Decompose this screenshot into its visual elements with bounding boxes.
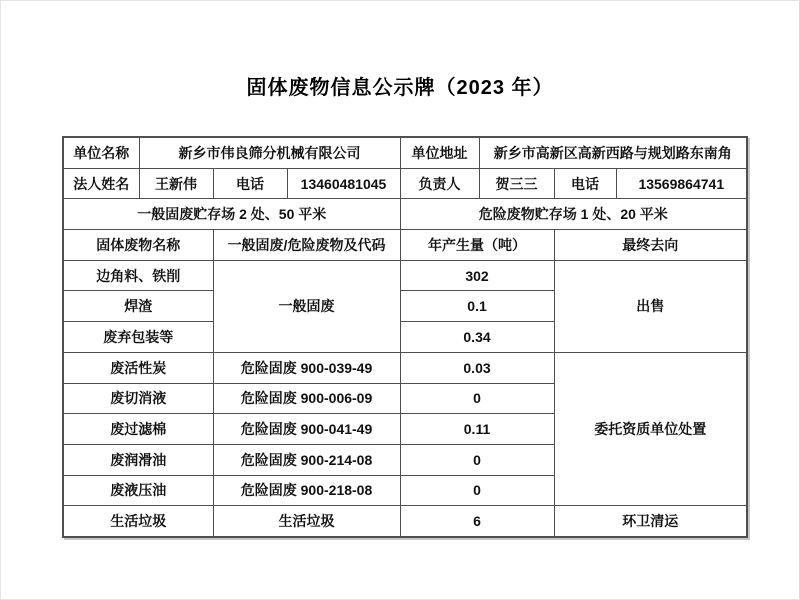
waste-row xyxy=(63,506,747,537)
waste-name-cell: 废过滤棉 xyxy=(63,414,213,445)
unit-address-label: 单位地址 xyxy=(400,137,479,168)
waste-category-cell: 一般固废 xyxy=(213,260,400,352)
waste-category-cell: 危险固废 900-041-49 xyxy=(213,414,400,445)
waste-amount-cell: 0 xyxy=(400,475,554,506)
legal-person-value: 王新伟 xyxy=(139,168,213,199)
waste-name-cell: 边角料、铁削 xyxy=(63,260,213,291)
unit-info-row xyxy=(63,137,747,168)
waste-amount-cell: 0.03 xyxy=(400,352,554,383)
header-category-code: 一般固废/危险废物及代码 xyxy=(213,230,400,261)
waste-category-cell: 危险固废 900-214-08 xyxy=(213,444,400,475)
unit-address-value: 新乡市高新区高新西路与规划路东南角 xyxy=(479,137,747,168)
legal-person-label: 法人姓名 xyxy=(63,168,139,199)
waste-category-cell: 危险固废 900-006-09 xyxy=(213,383,400,414)
waste-amount-cell: 302 xyxy=(400,260,554,291)
unit-name-value: 新乡市伟良筛分机械有限公司 xyxy=(139,137,400,168)
unit-name-label: 单位名称 xyxy=(63,137,139,168)
waste-destination-cell: 委托资质单位处置 xyxy=(554,352,747,505)
notice-board xyxy=(62,136,748,538)
general-storage-summary: 一般固废贮存场 2 处、50 平米 xyxy=(63,199,400,230)
waste-amount-cell: 0.1 xyxy=(400,291,554,322)
waste-destination-cell: 出售 xyxy=(554,260,747,352)
waste-name-cell: 废润滑油 xyxy=(63,444,213,475)
manager-label: 负责人 xyxy=(400,168,479,199)
storage-summary-row xyxy=(63,199,747,230)
waste-row xyxy=(63,352,747,383)
waste-name-cell: 废切消液 xyxy=(63,383,213,414)
waste-category-cell: 危险固废 900-218-08 xyxy=(213,475,400,506)
waste-category-cell: 生活垃圾 xyxy=(213,506,400,537)
manager-phone-value: 13569864741 xyxy=(616,168,747,199)
legal-phone-label: 电话 xyxy=(213,168,287,199)
waste-name-cell: 生活垃圾 xyxy=(63,506,213,537)
waste-destination-cell: 环卫清运 xyxy=(554,506,747,537)
waste-name-cell: 废弃包装等 xyxy=(63,322,213,353)
waste-category-cell: 危险固废 900-039-49 xyxy=(213,352,400,383)
waste-amount-cell: 0.34 xyxy=(400,322,554,353)
hazardous-storage-summary: 危险废物贮存场 1 处、20 平米 xyxy=(400,199,747,230)
waste-info-table xyxy=(62,136,748,538)
waste-amount-cell: 0 xyxy=(400,444,554,475)
manager-phone-label: 电话 xyxy=(554,168,616,199)
waste-amount-cell: 0 xyxy=(400,383,554,414)
waste-amount-cell: 0.11 xyxy=(400,414,554,445)
waste-name-cell: 焊渣 xyxy=(63,291,213,322)
waste-amount-cell: 6 xyxy=(400,506,554,537)
header-waste-name: 固体废物名称 xyxy=(63,230,213,261)
waste-name-cell: 废液压油 xyxy=(63,475,213,506)
contact-info-row xyxy=(63,168,747,199)
header-final-destination: 最终去向 xyxy=(554,230,747,261)
waste-row xyxy=(63,260,747,291)
legal-phone-value: 13460481045 xyxy=(287,168,400,199)
header-annual-amount: 年产生量（吨） xyxy=(400,230,554,261)
manager-value: 贺三三 xyxy=(479,168,554,199)
waste-header-row xyxy=(63,230,747,261)
waste-name-cell: 废活性炭 xyxy=(63,352,213,383)
page-title: 固体废物信息公示牌（2023 年） xyxy=(246,77,554,99)
